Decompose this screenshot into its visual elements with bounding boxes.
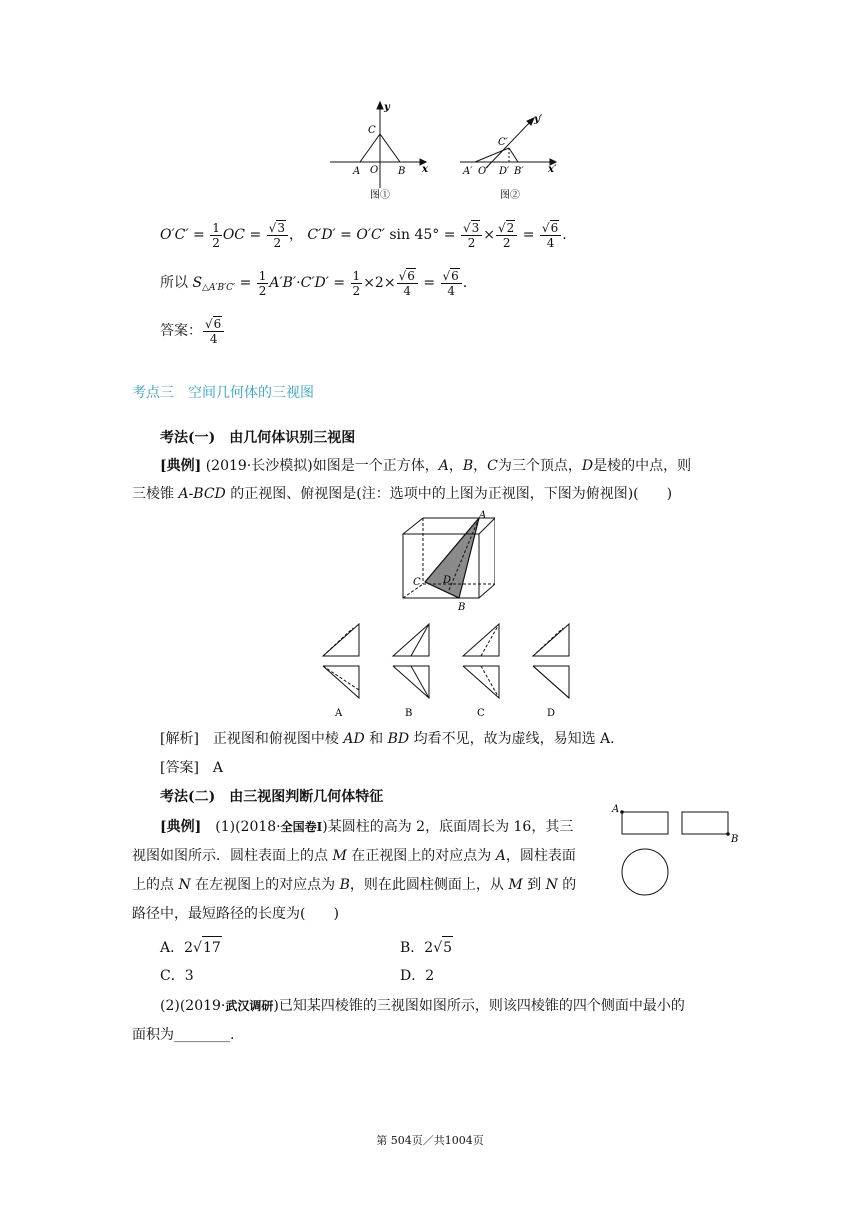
calc2-half2: $\frac{1}{2}$ bbox=[352, 268, 361, 298]
calc1-sqrt3b: √ 3 2 bbox=[461, 220, 482, 250]
views-label-A: A bbox=[612, 804, 620, 815]
calc1-eq1: = bbox=[193, 227, 205, 243]
option-label-A: A bbox=[335, 708, 343, 719]
calc-answer bbox=[160, 316, 225, 346]
fig1-label-y: y bbox=[384, 102, 390, 113]
option-B: B．2√ 5 bbox=[400, 940, 453, 956]
option-A-views bbox=[323, 624, 359, 698]
figure-2 bbox=[460, 118, 556, 168]
method1-answer: [答案] A bbox=[160, 760, 224, 776]
method1-line2: 三棱锥 A-BCD 的正视图、俯视图是(注：选项中的上图为正视图，下图为俯视图)( ) bbox=[132, 486, 673, 502]
calc2-ab: A′B′ bbox=[269, 275, 297, 291]
option-label-C: C bbox=[477, 708, 485, 719]
page-footer: 第 504页／共1004页 bbox=[376, 1134, 484, 1147]
calc2-sqrt6: √ 6 4 bbox=[397, 268, 418, 298]
calc1-end: . bbox=[562, 227, 567, 243]
option-views bbox=[315, 620, 575, 724]
calc2-times: ×2× bbox=[363, 275, 396, 291]
calc2-half: $\frac{1}{2}$ bbox=[258, 268, 267, 298]
method1-line1: [典例] (2019·长沙模拟)如图是一个正方体，A，B，C为三个顶点，D是棱的中点，则 bbox=[160, 458, 692, 474]
fig1-label-C: C bbox=[368, 125, 376, 136]
option-label-D: D bbox=[547, 708, 556, 719]
calc1-eq2: = bbox=[249, 227, 262, 243]
method2-title: 考法(二) 由三视图判断几何体特征 bbox=[160, 789, 384, 805]
option-B-views bbox=[393, 624, 429, 698]
calc2-S: S bbox=[192, 275, 203, 291]
cube-label-D: D bbox=[443, 575, 452, 586]
cube-label-C: C bbox=[413, 577, 421, 588]
option-A: A．2√ 17 bbox=[160, 936, 400, 959]
fig2-label-Cp: C′ bbox=[498, 137, 508, 148]
calc2-cd: C′D′ bbox=[300, 275, 329, 291]
fig1-label-O: O bbox=[370, 165, 379, 176]
answer-value: √ 6 4 bbox=[203, 316, 224, 346]
method2-options-row1 bbox=[160, 936, 453, 959]
calc1-c: O′C′ bbox=[356, 227, 385, 243]
calc1-comma: ， bbox=[288, 227, 303, 243]
calc-line-1 bbox=[160, 220, 567, 250]
calc1-times: × bbox=[483, 227, 495, 243]
option-C: C．3 bbox=[160, 968, 194, 984]
calc1-a: O′C′ bbox=[160, 227, 189, 243]
views-label-B: B bbox=[731, 834, 739, 845]
option-label-B: B bbox=[405, 708, 413, 719]
method1-analysis: [解析] 正视图和俯视图中棱 AD 和 BD 均看不见，故为虚线，易知选 A. bbox=[160, 731, 615, 747]
method2-options-row2 bbox=[160, 965, 434, 987]
method1-title: 考法(一) 由几何体识别三视图 bbox=[160, 430, 356, 446]
coordinate-figures bbox=[320, 98, 570, 202]
cube-figure bbox=[395, 510, 495, 616]
calc1-b: C′D′ bbox=[307, 227, 336, 243]
answer-label: 答案： bbox=[160, 323, 202, 339]
fig2-label-Dp: D′ bbox=[499, 166, 510, 177]
calc2-eq3: = bbox=[423, 275, 436, 291]
section-title: 考点三 空间几何体的三视图 bbox=[132, 385, 314, 401]
calc2-eq1: = bbox=[239, 275, 252, 291]
method2-line3: 上的点 N 在左视图上的对应点为 B，则在此圆柱侧面上，从 M 到 N 的 bbox=[132, 877, 577, 893]
calc1-sqrt2: √ 2 2 bbox=[496, 220, 517, 250]
fig2-label-Op: O′ bbox=[478, 166, 489, 177]
method2-line4: 路径中，最短路径的长度为( ) bbox=[132, 906, 339, 922]
calc2-sub: △A′B′C′ bbox=[202, 283, 236, 293]
method2-line2: 视图如图所示．圆柱表面上的点 M 在正视图上的对应点为 A，圆柱表面 bbox=[132, 848, 576, 864]
fig1-caption: 图① bbox=[370, 190, 390, 201]
calc2-dot: · bbox=[296, 275, 301, 291]
calc1-eq5: = bbox=[522, 227, 535, 243]
method2-q2-line2: 面积为________. bbox=[132, 1027, 235, 1043]
calc1-oc: OC bbox=[222, 227, 246, 243]
option-D: D．2 bbox=[400, 968, 435, 984]
fig2-label-xp: x′ bbox=[548, 164, 557, 175]
calc-line-2 bbox=[160, 268, 467, 299]
calc1-sin: sin 45° bbox=[389, 227, 440, 243]
cube-label-B: B bbox=[458, 602, 466, 613]
fig1-label-A: A bbox=[353, 166, 361, 177]
calc1-eq3: = bbox=[340, 227, 352, 243]
fig2-label-yp: y′ bbox=[534, 114, 543, 125]
calc2-eq2: = bbox=[333, 275, 346, 291]
cylinder-three-views bbox=[610, 800, 750, 900]
calc1-sqrt3-over-2: √ 3 2 bbox=[267, 220, 288, 250]
option-C-views bbox=[463, 624, 499, 698]
fig1-label-B: B bbox=[398, 166, 406, 177]
fig1-label-x: x bbox=[422, 164, 428, 175]
method2-q2-line1: (2)(2019·武汉调研)已知某四棱锥的三视图如图所示，则该四棱锥的四个侧面中最小的 bbox=[160, 998, 685, 1014]
fig2-label-Bp: B′ bbox=[514, 166, 524, 177]
calc2-sqrt6b: √ 6 4 bbox=[441, 268, 462, 298]
fig2-caption: 图② bbox=[500, 190, 520, 201]
fig2-label-Ap: A′ bbox=[463, 166, 473, 177]
calc2-end: . bbox=[462, 275, 468, 291]
calc1-sqrt6: √ 6 4 bbox=[540, 220, 561, 250]
calc1-half: $\frac{1}{2}$ bbox=[212, 220, 220, 250]
method1-tag: [典例] bbox=[160, 458, 202, 474]
calc2-pre: 所以 bbox=[160, 275, 188, 291]
option-D-views bbox=[533, 624, 569, 698]
cube-label-A: A bbox=[479, 510, 487, 521]
calc1-eq4: = bbox=[443, 227, 456, 243]
method2-line1: [典例] (1)(2018·全国卷Ⅰ)某圆柱的高为 2，底面周长为 16，其三 bbox=[160, 819, 574, 835]
